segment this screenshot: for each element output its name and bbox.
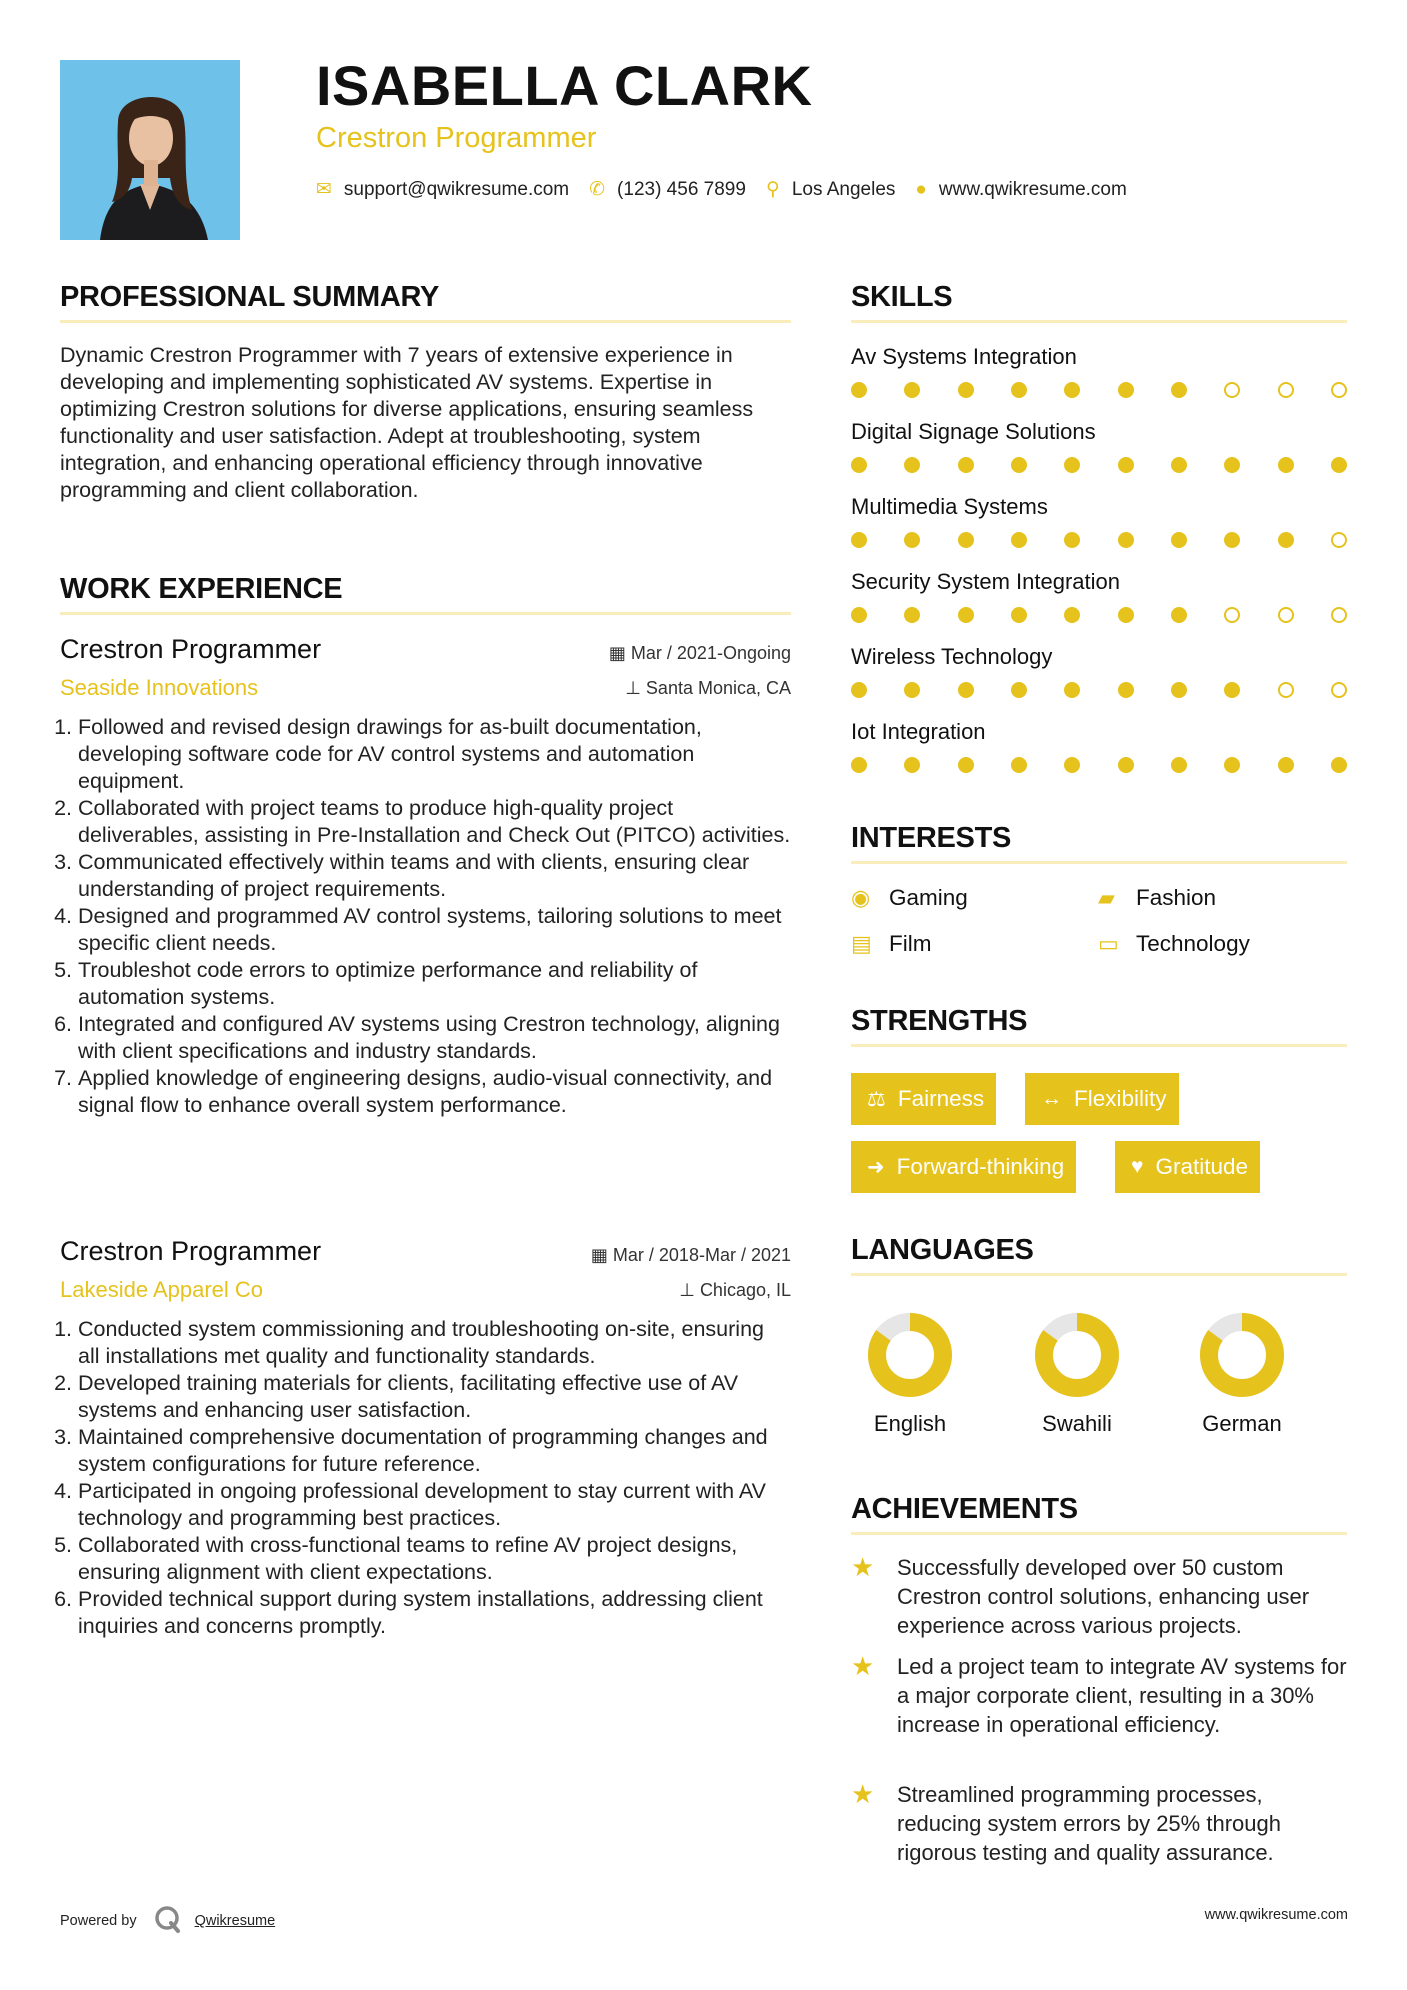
rating-dot-filled: [1224, 757, 1240, 773]
list-item: 6. Integrated and configured AV systems using Crestron technology, aligning with client specifications and industry standards.: [78, 1011, 791, 1065]
interest-gaming: [851, 887, 968, 910]
list-item: 6. Provided technical support during system installations, addressing client inquiries and concerns promptly.: [78, 1586, 791, 1640]
contact-email-text: support@qwikresume.com: [343, 178, 570, 200]
rating-dot-empty: [1224, 607, 1240, 623]
star-icon: ★: [851, 1779, 875, 1809]
rating-dot-empty: [1331, 532, 1347, 548]
rating-dot-filled: [1011, 682, 1027, 698]
rating-dot-filled: [1171, 382, 1187, 398]
rating-dot-filled: [1118, 457, 1134, 473]
rating-dot-filled: [1118, 607, 1134, 623]
strength-label: Fairness: [897, 1086, 985, 1111]
skill-name: Wireless Technology: [851, 644, 1053, 669]
contact-phone[interactable]: [589, 178, 746, 201]
job-date-text: Mar / 2021-Ongoing: [630, 643, 791, 663]
gamepad-icon: ◉: [851, 885, 871, 911]
interests-divider: [851, 861, 1347, 864]
achievement-item: [851, 1652, 1347, 1739]
skills-divider: [851, 320, 1347, 323]
list-item: 4. Participated in ongoing professional development to stay current with AV technology and programming best practices.: [78, 1478, 791, 1532]
job-date-text: Mar / 2018-Mar / 2021: [612, 1245, 791, 1265]
rating-dot-filled: [958, 532, 974, 548]
rating-dot-filled: [1278, 532, 1294, 548]
rating-dot-filled: [1224, 457, 1240, 473]
interest-label: Gaming: [889, 885, 968, 910]
globe-icon: ●: [915, 178, 927, 200]
list-item: 3. Communicated effectively within teams and with clients, ensuring clear understanding of project requirements.: [78, 849, 791, 903]
rating-dot-filled: [1064, 607, 1080, 623]
languages-heading: LANGUAGES: [851, 1234, 1034, 1266]
list-item: 4. Designed and programmed AV control systems, tailoring solutions to meet specific client needs.: [78, 903, 791, 957]
achievement-item: [851, 1780, 1347, 1867]
rating-dot-empty: [1331, 682, 1347, 698]
contact-website-text: www.qwikresume.com: [938, 178, 1127, 200]
calendar-icon: ▦: [608, 643, 626, 663]
skill-rating: [851, 607, 1347, 623]
job-company: Seaside Innovations: [60, 675, 259, 700]
rating-dot-filled: [958, 382, 974, 398]
rating-dot-filled: [904, 382, 920, 398]
rating-dot-filled: [1118, 382, 1134, 398]
star-icon: ★: [851, 1651, 875, 1681]
job-entry: [60, 636, 791, 1119]
rating-dot-filled: [1118, 682, 1134, 698]
skill-row: [851, 721, 1347, 796]
contact-email[interactable]: [316, 178, 569, 201]
achievement-text: Streamlined programming processes, reducing system errors by 25% through rigorous testing and quality assurance.: [897, 1782, 1281, 1865]
rating-dot-filled: [1011, 757, 1027, 773]
job-title: Crestron Programmer: [60, 1236, 322, 1266]
list-item: 5. Troubleshot code errors to optimize performance and reliability of automation systems.: [78, 957, 791, 1011]
rating-dot-filled: [1331, 457, 1347, 473]
brand-link[interactable]: Qwikresume: [194, 1913, 276, 1929]
skill-row: [851, 346, 1347, 421]
qwikresume-logo-icon: [153, 1904, 183, 1938]
job-date: [609, 644, 791, 662]
envelope-icon: ✉: [316, 179, 332, 200]
pin-icon: ⊥: [625, 678, 641, 698]
rating-dot-filled: [851, 757, 867, 773]
rating-dot-filled: [958, 682, 974, 698]
language-label: German: [1202, 1411, 1282, 1436]
phone-icon: ✆: [589, 179, 606, 200]
rating-dot-filled: [1171, 682, 1187, 698]
job-responsibilities: [60, 714, 791, 1119]
pin-icon: ⊥: [679, 1280, 695, 1300]
achievements-heading: ACHIEVEMENTS: [851, 1493, 1078, 1525]
skill-name: Iot Integration: [851, 719, 986, 744]
skills-heading: SKILLS: [851, 281, 953, 313]
rating-dot-filled: [958, 607, 974, 623]
laptop-icon: ▭: [1098, 931, 1119, 957]
contact-location: [766, 178, 895, 201]
job-location: [625, 679, 791, 697]
rating-dot-empty: [1331, 382, 1347, 398]
job-company: Lakeside Apparel Co: [60, 1277, 264, 1302]
job-location-text: Chicago, IL: [699, 1280, 791, 1300]
skill-rating: [851, 382, 1347, 398]
rating-dot-filled: [1064, 682, 1080, 698]
list-item: 1. Conducted system commissioning and troubleshooting on-site, ensuring all installations met quality and functionality standards.: [78, 1316, 791, 1370]
contact-location-text: Los Angeles: [791, 178, 896, 200]
strength-label: Flexibility: [1074, 1086, 1167, 1111]
map-pin-icon: ⚲: [765, 179, 780, 200]
rating-dot-empty: [1278, 682, 1294, 698]
languages-divider: [851, 1273, 1347, 1276]
heart-icon: ♥: [1131, 1155, 1144, 1178]
list-item: 2. Collaborated with project teams to produce high-quality project deliverables, assisting in Pre-Installation and Check Out (PITCO) activities.: [78, 795, 791, 849]
interests-heading: INTERESTS: [851, 822, 1012, 854]
footer-powered-by: [60, 1904, 275, 1938]
rating-dot-filled: [851, 682, 867, 698]
skill-rating: [851, 757, 1347, 773]
rating-dot-filled: [1224, 532, 1240, 548]
contact-website[interactable]: [915, 179, 1126, 201]
strength-label: Forward-thinking: [896, 1154, 1065, 1179]
skill-row: [851, 421, 1347, 496]
language-label: English: [873, 1411, 947, 1436]
strength-gratitude: [1115, 1141, 1260, 1193]
rating-dot-filled: [1064, 757, 1080, 773]
summary-text: Dynamic Crestron Programmer with 7 years of extensive experience in developing and implementing sophisticated AV systems. Expertise in optimizing Crestron solutions for diverse applications, ensuring seamless functionality and user satisfaction. Adept at troubleshooting, system integration, and enhancing operational efficiency through innovative programming and client collaboration.: [60, 343, 754, 502]
job-location: [679, 1281, 791, 1299]
calendar-icon: ▦: [590, 1245, 608, 1265]
rating-dot-filled: [1278, 757, 1294, 773]
profile-photo: [60, 60, 240, 240]
achievement-text: Led a project team to integrate AV systems for a major corporate client, resulting in a 30% increase in operational efficiency.: [897, 1654, 1347, 1737]
rating-dot-filled: [1011, 382, 1027, 398]
achievements-divider: [851, 1532, 1347, 1535]
candidate-name: ISABELLA CLARK: [316, 54, 813, 117]
list-item: 3. Maintained comprehensive documentation of programming changes and system configurations for future reference.: [78, 1424, 791, 1478]
job-title: Crestron Programmer: [60, 634, 322, 664]
rating-dot-filled: [1171, 607, 1187, 623]
star-icon: ★: [851, 1552, 875, 1582]
rating-dot-empty: [1278, 382, 1294, 398]
skill-row: [851, 571, 1347, 646]
interest-film: [851, 933, 931, 956]
contact-phone-text: (123) 456 7899: [617, 178, 746, 200]
rating-dot-filled: [1278, 457, 1294, 473]
skill-rating: [851, 457, 1347, 473]
person-portrait: [60, 60, 240, 240]
arrow-right-icon: ➜: [867, 1155, 885, 1179]
rating-dot-filled: [1171, 532, 1187, 548]
strengths-heading: STRENGTHS: [851, 1005, 1028, 1037]
rating-dot-filled: [1171, 457, 1187, 473]
rating-dot-filled: [904, 682, 920, 698]
rating-dot-filled: [1118, 532, 1134, 548]
skill-row: [851, 646, 1347, 721]
rating-dot-filled: [851, 382, 867, 398]
skills-list: [851, 346, 1347, 796]
experience-heading: WORK EXPERIENCE: [60, 573, 343, 605]
interest-label: Technology: [1136, 931, 1250, 956]
summary-divider: [60, 320, 791, 323]
rating-dot-filled: [1011, 457, 1027, 473]
rating-dot-empty: [1224, 382, 1240, 398]
skill-rating: [851, 532, 1347, 548]
skill-name: Multimedia Systems: [851, 494, 1048, 519]
rating-dot-empty: [1331, 607, 1347, 623]
strength-label: Gratitude: [1155, 1154, 1249, 1179]
interest-fashion: [1098, 887, 1216, 910]
strength-flexibility: [1025, 1073, 1179, 1125]
rating-dot-filled: [851, 607, 867, 623]
skill-name: Digital Signage Solutions: [851, 419, 1096, 444]
list-item: 2. Developed training materials for clients, facilitating effective use of AV systems and enhancing user satisfaction.: [78, 1370, 791, 1424]
language-ring-chart: [997, 1310, 1157, 1400]
rating-dot-filled: [851, 457, 867, 473]
job-entry: [60, 1238, 791, 1640]
rating-dot-filled: [958, 757, 974, 773]
rating-dot-filled: [851, 532, 867, 548]
powered-by-text: Powered by: [60, 1913, 137, 1929]
rating-dot-filled: [1331, 757, 1347, 773]
arrows-horizontal-icon: ↔: [1041, 1087, 1062, 1110]
skill-row: [851, 496, 1347, 571]
rating-dot-filled: [904, 607, 920, 623]
language-ring-chart: [830, 1310, 990, 1400]
language-english: [830, 1310, 990, 1435]
rating-dot-filled: [904, 457, 920, 473]
rating-dot-filled: [904, 532, 920, 548]
list-item: 7. Applied knowledge of engineering designs, audio-visual connectivity, and signal flow to enhance overall system performance.: [78, 1065, 791, 1119]
interest-label: Fashion: [1136, 885, 1217, 910]
summary-heading: PROFESSIONAL SUMMARY: [60, 281, 440, 313]
strengths-divider: [851, 1044, 1347, 1047]
candidate-title: Crestron Programmer: [316, 122, 597, 154]
rating-dot-filled: [904, 757, 920, 773]
language-label: Swahili: [1042, 1411, 1112, 1436]
contact-bar: [316, 178, 1147, 201]
achievement-text: Successfully developed over 50 custom Crestron control solutions, enhancing user experience across various projects.: [897, 1555, 1310, 1638]
scale-icon: ⚖: [867, 1087, 886, 1111]
rating-dot-filled: [1224, 682, 1240, 698]
rating-dot-filled: [1171, 757, 1187, 773]
language-ring-chart: [1162, 1310, 1322, 1400]
interest-label: Film: [889, 931, 932, 956]
footer-url[interactable]: www.qwikresume.com: [1204, 1907, 1348, 1923]
list-item: 5. Collaborated with cross-functional teams to refine AV project designs, ensuring alignment with client expectations.: [78, 1532, 791, 1586]
rating-dot-filled: [1064, 382, 1080, 398]
rating-dot-filled: [1064, 457, 1080, 473]
language-german: [1162, 1310, 1322, 1435]
rating-dot-filled: [1118, 757, 1134, 773]
strength-fairness: [851, 1073, 996, 1125]
film-icon: ▤: [851, 931, 872, 957]
rating-dot-filled: [1011, 607, 1027, 623]
experience-divider: [60, 612, 791, 615]
skill-rating: [851, 682, 1347, 698]
job-date: [591, 1246, 791, 1264]
job-location-text: Santa Monica, CA: [645, 678, 791, 698]
strength-forward-thinking: [851, 1141, 1076, 1193]
rating-dot-filled: [1064, 532, 1080, 548]
bag-icon: ▰: [1098, 885, 1115, 911]
skill-name: Security System Integration: [851, 569, 1121, 594]
job-responsibilities: [60, 1316, 791, 1640]
rating-dot-filled: [1011, 532, 1027, 548]
interest-technology: [1098, 933, 1250, 956]
rating-dot-filled: [958, 457, 974, 473]
language-swahili: [997, 1310, 1157, 1435]
rating-dot-empty: [1278, 607, 1294, 623]
list-item: 1. Followed and revised design drawings for as-built documentation, developing software code for AV control systems and automation equipment.: [78, 714, 791, 795]
achievement-item: [851, 1553, 1347, 1640]
skill-name: Av Systems Integration: [851, 344, 1077, 369]
